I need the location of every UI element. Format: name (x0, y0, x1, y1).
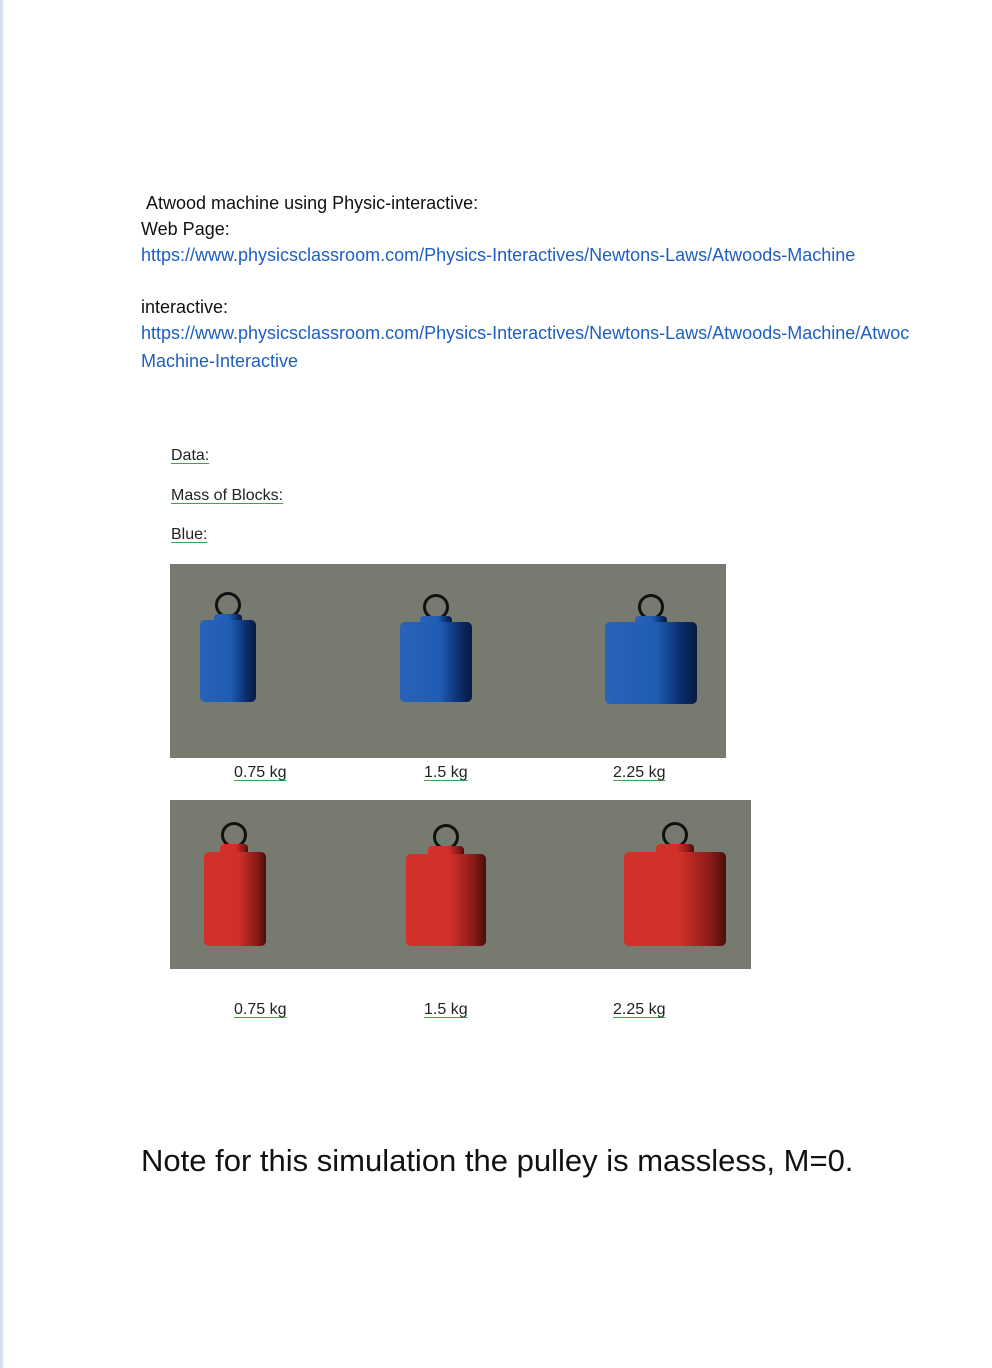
interactive-link-line1[interactable]: https://www.physicsclassroom.com/Physics-Interactives/Newtons-Laws/Atwoods-Machine/Atwoc (141, 323, 910, 343)
red-weight-large (624, 822, 726, 946)
red-weight-medium (406, 824, 486, 946)
blue-weight-large (605, 592, 697, 704)
web-page-link[interactable]: https://www.physicsclassroom.com/Physics-Interactives/Newtons-Laws/Atwoods-Machine (141, 245, 856, 265)
red-mass-label: 2.25 kg (613, 1001, 666, 1018)
web-page-label: Web Page: (141, 219, 230, 239)
red-mass-label: 1.5 kg (424, 1001, 468, 1018)
red-mass-label: 0.75 kg (234, 1001, 287, 1018)
blue-mass-label: 1.5 kg (424, 764, 468, 781)
pulley-note: Note for this simulation the pulley is massless, M=0. (141, 1143, 854, 1178)
interactive-link-line2[interactable]: Machine-Interactive (141, 351, 299, 371)
blue-weight-medium (400, 592, 472, 702)
blue-label: Blue: (171, 526, 208, 543)
blue-mass-label: 0.75 kg (234, 764, 287, 781)
data-label: Data: (171, 447, 210, 464)
page-edge (0, 0, 4, 1368)
doc-title: Atwood machine using Physic-interactive: (146, 193, 479, 213)
mass-of-blocks-label: Mass of Blocks: (171, 487, 284, 504)
interactive-label: interactive: (141, 297, 229, 317)
blue-mass-label: 2.25 kg (613, 764, 666, 781)
red-weight-small (204, 822, 266, 946)
blue-weight-small (200, 590, 256, 702)
